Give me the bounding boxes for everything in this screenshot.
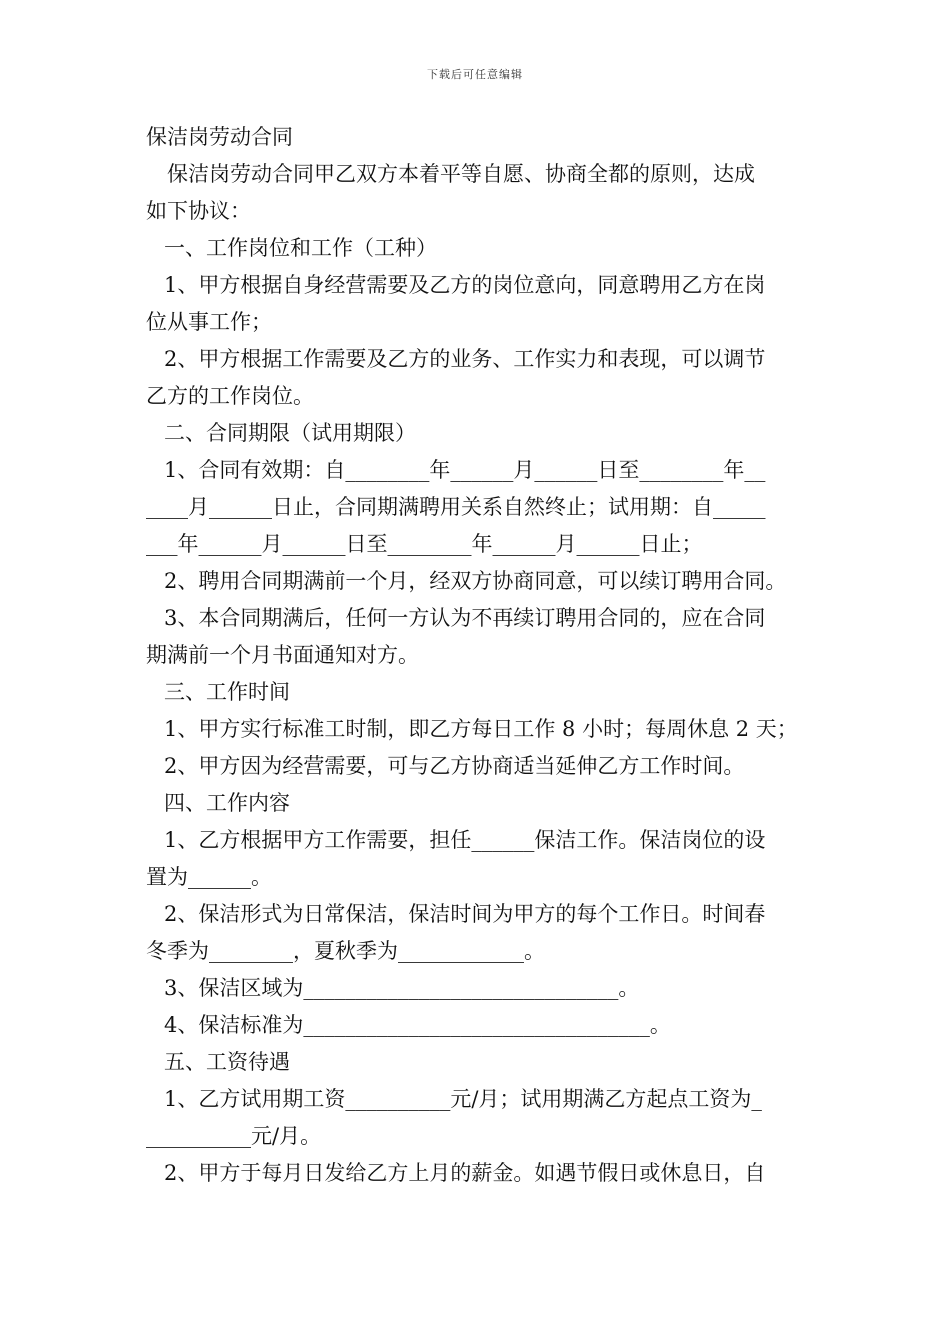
intro-line: 如下协议： (146, 199, 251, 223)
section-heading: 五、工资待遇 (164, 1050, 290, 1074)
clause-line: 2、甲方于每月日发给乙方上月的薪金。如遇节假日或休息日，自 (164, 1161, 766, 1185)
clause-line: 1、甲方根据自身经营需要及乙方的岗位意向，同意聘用乙方在岗 (164, 273, 766, 297)
section-heading: 三、工作时间 (164, 680, 290, 704)
document-title: 保洁岗劳动合同 (146, 125, 293, 149)
clause-line: 1、乙方试用期工资__________元/月；试用期满乙方起点工资为_ (164, 1087, 762, 1111)
clause-line: 期满前一个月书面通知对方。 (146, 643, 419, 667)
clause-line: 冬季为________，夏秋季为____________。 (146, 939, 545, 963)
intro-line: 保洁岗劳动合同甲乙双方本着平等自愿、协商全都的原则，达成 (167, 162, 755, 186)
section-heading: 二、合同期限（试用期限） (164, 421, 416, 445)
clause-line: 2、甲方因为经营需要，可与乙方协商适当延伸乙方工作时间。 (164, 754, 745, 778)
header-note: 下载后可任意编辑 (427, 68, 523, 81)
clause-line: ____月______日止，合同期满聘用关系自然终止；试用期：自_____ (146, 495, 766, 519)
clause-line: __________元/月。 (146, 1124, 322, 1148)
clause-line: 2、保洁形式为日常保洁，保洁时间为甲方的每个工作日。时间春 (164, 902, 766, 926)
clause-line: 1、乙方根据甲方工作需要，担任______保洁工作。保洁岗位的设 (164, 828, 766, 852)
clause-line: 位从事工作； (146, 310, 272, 334)
section-heading: 四、工作内容 (164, 791, 290, 815)
clause-line: 3、保洁区域为______________________________。 (164, 976, 640, 1000)
section-heading: 一、工作岗位和工作（工种） (164, 236, 437, 260)
clause-line: 1、合同有效期：自________年______月______日至________年__ (164, 458, 766, 482)
clause-line: 置为______。 (146, 865, 272, 889)
clause-line: ___年______月______日至________年______月______日止； (146, 532, 703, 556)
clause-line: 4、保洁标准为_________________________________。 (164, 1013, 671, 1037)
clause-line: 3、本合同期满后，任何一方认为不再续订聘用合同的，应在合同 (164, 606, 766, 630)
clause-line: 2、聘用合同期满前一个月，经双方协商同意，可以续订聘用合同。 (164, 569, 787, 593)
document-body (146, 119, 808, 1192)
clause-line: 2、甲方根据工作需要及乙方的业务、工作实力和表现，可以调节 (164, 347, 766, 371)
clause-line: 乙方的工作岗位。 (146, 384, 314, 408)
clause-line: 1、甲方实行标准工时制，即乙方每日工作 8 小时；每周休息 2 天； (164, 717, 798, 741)
